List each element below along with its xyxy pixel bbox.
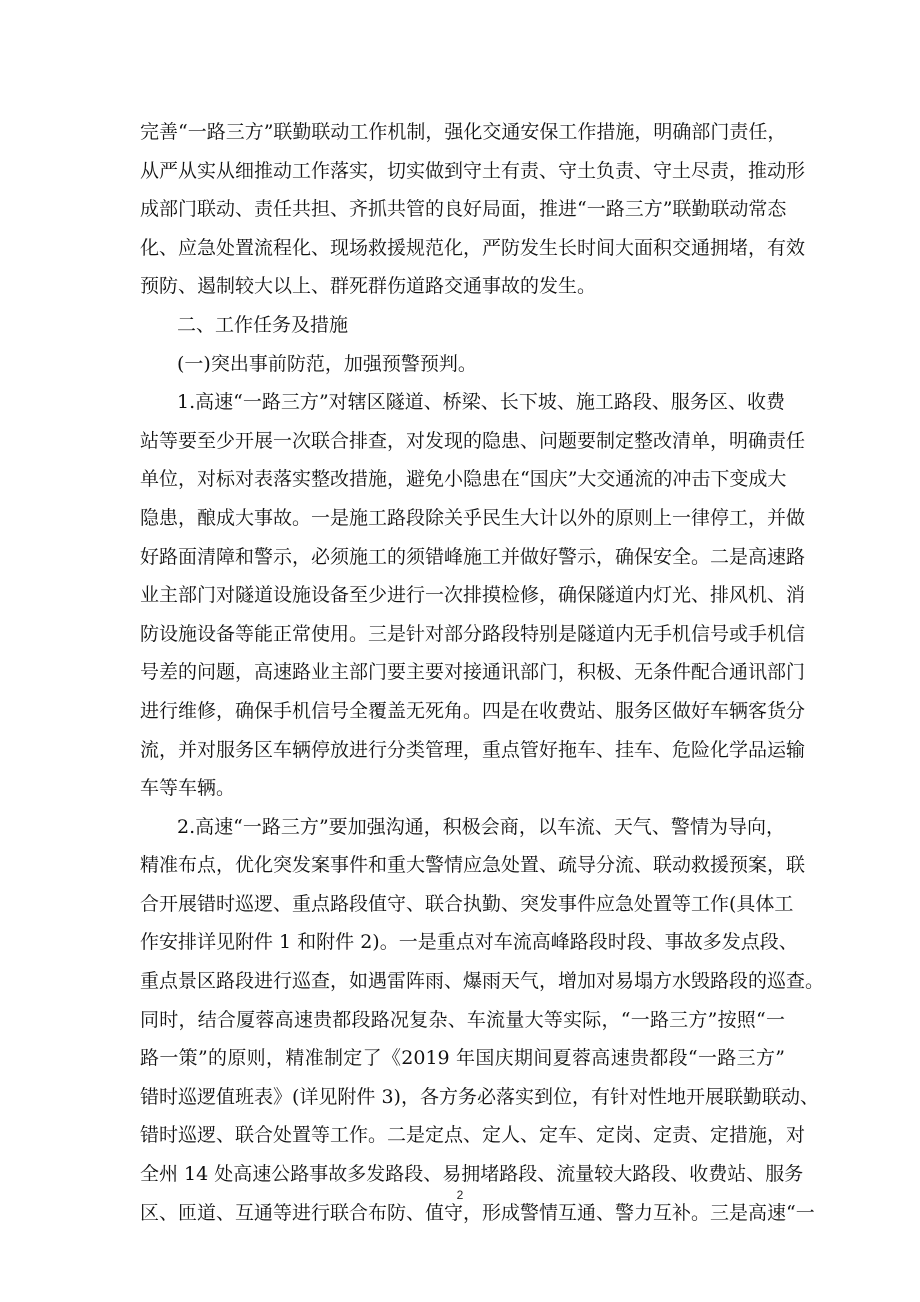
text-line: 流，并对服务区车辆停放进行分类管理，重点管好拖车、挂车、危险化学品运输 — [140, 738, 806, 761]
text-line: 全州 14 处高速公路事故多发路段、易拥堵路段、流量较大路段、收费站、服务 — [140, 1163, 804, 1186]
text-line: 好路面清障和警示，必须施工的须错峰施工并做好警示，确保安全。二是高速路 — [140, 545, 806, 568]
text-line: 车等车辆。 — [140, 777, 236, 800]
text-line: 预防、遏制较大以上、群死群伤道路交通事故的发生。 — [140, 275, 597, 298]
text-line: 从严从实从细推动工作落实，切实做到守土有责、守土负责、守土尽责，推动形 — [140, 159, 806, 182]
text-line: 号差的问题，高速路业主部门要主要对接通讯部门，积极、无条件配合通讯部门 — [140, 661, 806, 684]
text-line: 作安排详见附件 1 和附件 2)。一是重点对车流高峰路段时段、事故多发点段、 — [140, 931, 798, 954]
page-number: 2 — [456, 1188, 464, 1202]
text-line: 精准布点，优化突发案事件和重大警情应急处置、疏导分流、联动救援预案，联 — [140, 854, 806, 877]
text-line: 化、应急处置流程化、现场救援规范化，严防发生长时间大面积交通拥堵，有效 — [140, 236, 806, 259]
section-heading: 二、工作任务及措施 — [177, 313, 349, 336]
text-line: 1.高速“一路三方”对辖区隧道、桥梁、长下坡、施工路段、服务区、收费 — [177, 391, 785, 414]
text-line: 成部门联动、责任共担、齐抓共管的良好局面，推进“一路三方”联勤联动常态 — [140, 198, 787, 221]
text-line: 单位，对标对表落实整改措施，避免小隐患在“国庆”大交通流的冲击下变成大 — [140, 468, 787, 491]
text-line: 区、匝道、互通等进行联合布防、值守，形成警情互通、警力互补。三是高速“一 — [140, 1201, 815, 1224]
text-line: 合开展错时巡逻、重点路段值守、联合执勤、突发事件应急处置等工作(具体工 — [140, 892, 794, 915]
text-line: 业主部门对隧道设施设备至少进行一次排摸检修，确保隧道内灯光、排风机、消 — [140, 584, 806, 607]
subsection-heading: (一)突出事前防范，加强预警预判。 — [177, 352, 477, 375]
text-line: 防设施设备等能正常使用。三是针对部分路段特别是隧道内无手机信号或手机信 — [140, 622, 806, 645]
text-line: 同时，结合厦蓉高速贵都段路况复杂、车流量大等实际，“一路三方”按照“一 — [140, 1008, 785, 1031]
text-line: 重点景区路段进行巡查，如遇雷阵雨、爆雨天气，增加对易塌方水毁路段的巡查。 — [140, 970, 825, 993]
document-body — [140, 113, 825, 1232]
text-line: 完善“一路三方”联勤联动工作机制，强化交通安保工作措施，明确部门责任， — [140, 121, 787, 143]
text-line: 2.高速“一路三方”要加强沟通，积极会商，以车流、天气、警情为导向， — [177, 815, 785, 838]
text-line: 错时巡逻、联合处置等工作。二是定点、定人、定车、定岗、定责、定措施，对 — [140, 1124, 806, 1147]
text-line: 路一策”的原则，精准制定了《2019 年国庆期间夏蓉高速贵都段“一路三方” — [140, 1047, 785, 1070]
text-line: 站等要至少开展一次联合排查，对发现的隐患、问题要制定整改清单，明确责任 — [140, 429, 806, 452]
text-line: 隐患，酿成大事故。一是施工路段除关乎民生大计以外的原则上一律停工，并做 — [140, 506, 806, 529]
text-line: 错时巡逻值班表》(详见附件 3)，各方务必落实到位，有针对性地开展联勤联动、 — [140, 1085, 819, 1108]
text-line: 进行维修，确保手机信号全覆盖无死角。四是在收费站、服务区做好车辆客货分 — [140, 699, 806, 722]
